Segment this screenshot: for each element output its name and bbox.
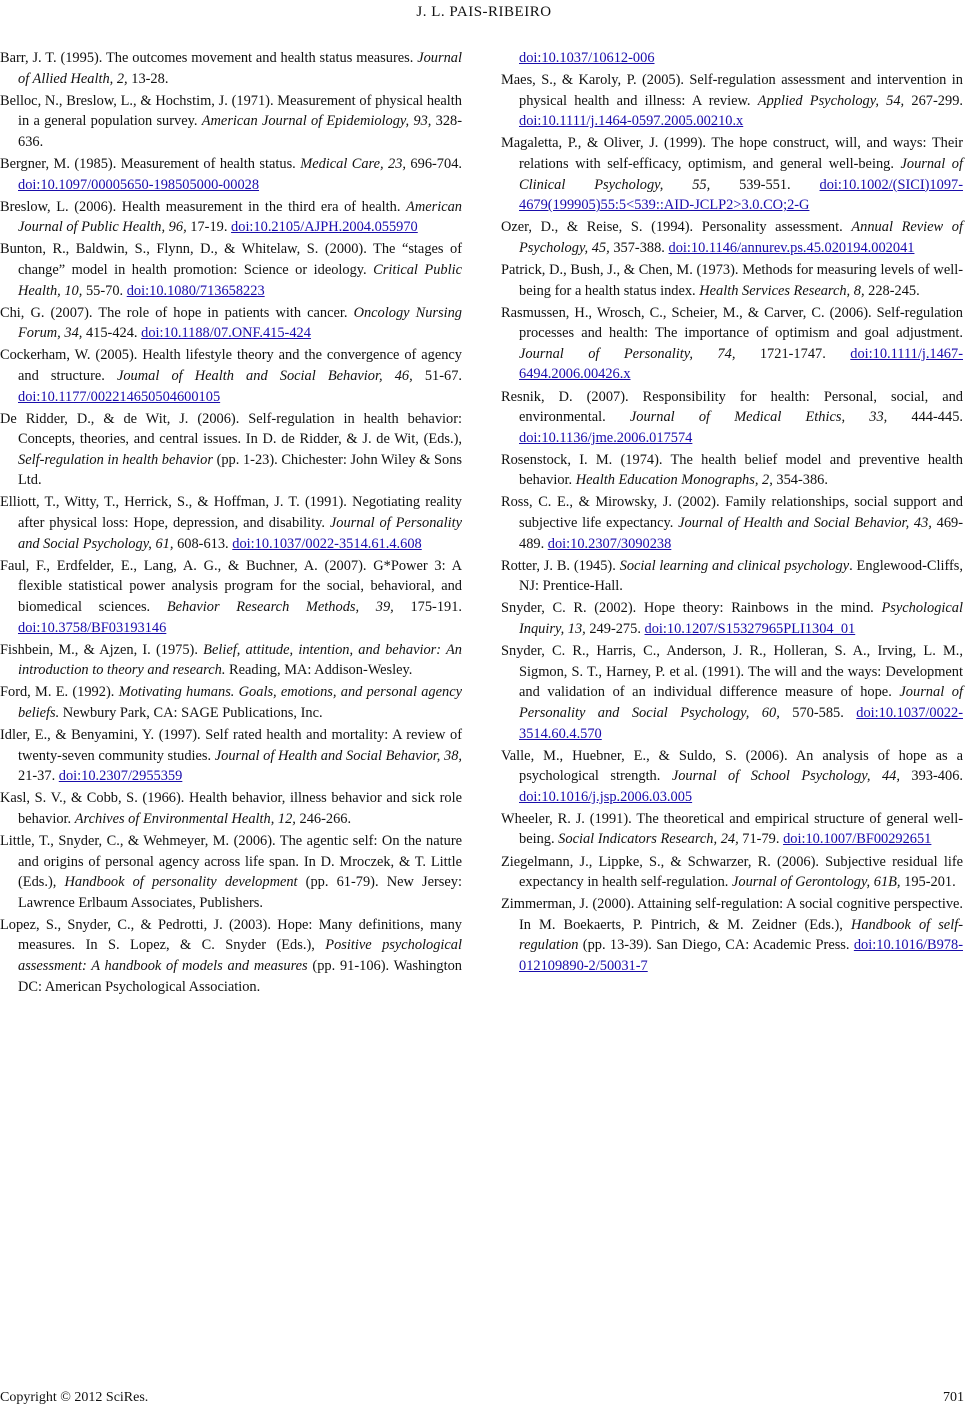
reference-pages: 570-585. [779, 704, 857, 721]
doi-link[interactable]: doi:10.1016/B978-012109890-2/50031-7 [519, 937, 963, 975]
reference-pages: 195-201. [900, 874, 956, 891]
reference-pages: 55-70. [82, 282, 127, 299]
reference-entry [0, 725, 462, 787]
reference-authors-title: Ozer, D., & Reise, S. (1994). Personality assessment. [501, 219, 852, 236]
reference-source: Health Services Research, 8, [699, 282, 865, 299]
reference-pages: 696-704. [406, 155, 462, 172]
reference-authors-title: Bergner, M. (1985). Measurement of health status. [0, 155, 301, 172]
reference-authors-title: Little, T., Snyder, C., & Wehmeyer, M. (2006). The agentic self: On the nature and origins of personal agency across life span. In D. Mroczek, & T. Little (Eds.), [0, 832, 462, 891]
reference-pages: 17-19. [186, 219, 232, 236]
reference-entry [501, 894, 963, 976]
reference-source: Social Indicators Research, 24, [558, 831, 739, 848]
reference-pages: (pp. 61-79). New Jersey: Lawrence Erlbaum Associates, Publishers. [18, 874, 462, 911]
reference-entry [501, 303, 963, 385]
reference-pages: 21-37. [18, 768, 59, 785]
reference-entry [0, 640, 462, 681]
reference-entry [0, 788, 462, 829]
reference-authors-title: Faul, F., Erdfelder, E., Lang, A. G., & Buchner, A. (2007). G*Power 3: A flexible statistical power analysis program for the social, behavioral, and biomedical sciences. [0, 557, 462, 615]
reference-pages: 354-386. [772, 472, 828, 489]
doi-link[interactable]: doi:10.1146/annurev.ps.45.020194.002041 [668, 239, 915, 256]
reference-pages: 1721-1747. [735, 345, 851, 362]
running-head: J. L. PAIS-RIBEIRO [416, 4, 552, 20]
copyright-notice: Copyright © 2012 SciRes. [0, 1390, 149, 1405]
doi-link[interactable]: doi:10.1007/BF00292651 [783, 831, 932, 848]
reference-entry [0, 556, 462, 638]
reference-source: Annual Review of Psychology, 45, [519, 219, 963, 256]
reference-authors-title: Rotter, J. B. (1945). [501, 557, 620, 574]
reference-entry [501, 598, 963, 639]
reference-entry [501, 746, 963, 808]
doi-link[interactable]: doi:10.1097/00005650-198505000-00028 [18, 176, 260, 193]
reference-pages: 249-275. [585, 621, 645, 638]
reference-entry [501, 387, 963, 449]
reference-source: Medical Care, 23, [300, 155, 407, 172]
doi-link[interactable]: doi:10.1111/j.1464-0597.2005.00210.x [519, 113, 744, 130]
reference-pages: . Englewood-Cliffs, NJ: Prentice-Hall. [519, 557, 963, 595]
reference-pages: 228-245. [864, 282, 920, 299]
reference-authors-title: Snyder, C. R. (2002). Hope theory: Rainbows in the mind. [501, 600, 882, 617]
reference-pages: 469-489. [519, 515, 963, 552]
reference-pages: 415-424. [82, 325, 142, 342]
reference-entry [501, 450, 963, 491]
reference-pages: 608-613. [173, 535, 233, 552]
reference-pages: Newbury Park, CA: SAGE Publications, Inc. [59, 704, 323, 721]
reference-source: Journal of Medical Ethics, 33, [629, 409, 888, 426]
reference-authors-title: Kasl, S. V., & Cobb, S. (1966). Health behavior, illness behavior and sick role behavior. [0, 790, 462, 827]
doi-link[interactable]: doi:10.1188/07.ONF.415-424 [141, 325, 311, 342]
doi-link[interactable]: doi:10.2105/AJPH.2004.055970 [231, 219, 418, 236]
reference-source: Joumal of Health and Social Behavior, 46, [116, 367, 413, 384]
reference-source: Health Education Monographs, 2, [575, 472, 773, 489]
reference-authors-title: Fishbein, M., & Ajzen, I. (1975). [0, 641, 204, 658]
reference-pages: 51-67. [412, 367, 462, 384]
doi-link[interactable]: doi:10.3758/BF03193146 [18, 619, 167, 636]
reference-column-right [501, 48, 963, 978]
reference-authors-title: Maes, S., & Karoly, P. (2005). Self-regulation assessment and intervention in physical health and illness: A review. [501, 72, 963, 109]
reference-entry [501, 641, 963, 744]
reference-authors-title: Ross, C. E., & Mirowsky, J. (2002). Family relationships, social support and subjective life expectancy. [501, 494, 963, 532]
reference-authors-title: Bunton, R., Baldwin, S., Flynn, D., & Whitelaw, S. (2000). The “stages of change” model in health promotion: Science or ideology. [0, 241, 462, 278]
reference-source: American Journal of Epidemiology, 93, [201, 113, 432, 130]
reference-entry [0, 154, 462, 195]
reference-pages: Reading, MA: Addison-Wesley. [225, 662, 413, 679]
reference-entry [501, 133, 963, 215]
reference-entry [0, 239, 462, 301]
reference-pages: 13-28. [127, 70, 169, 87]
reference-source: Handbook of personality development [64, 874, 298, 891]
reference-pages: 328-636. [18, 113, 462, 150]
reference-source: Journal of Gerontology, 61B, [731, 874, 901, 891]
reference-source: Journal of Health and Social Behavior, 38, [214, 747, 462, 764]
reference-entry [501, 70, 963, 132]
doi-link[interactable]: doi:10.1016/j.jsp.2006.03.005 [519, 788, 693, 805]
reference-authors-title: Cockerham, W. (2005). Health lifestyle theory and the convergence of agency and structure. [0, 347, 462, 384]
reference-pages: (pp. 13-39). San Diego, CA: Academic Press. [578, 937, 854, 954]
reference-authors-title: Snyder, C. R., Harris, C., Anderson, J. R., Holleran, S. A., Irving, L. M., Sigmon, S. T., Harney, P. et al. (1991). The will and the ways: Development and validation of an individual difference measure of hope. [501, 643, 963, 701]
reference-entry [501, 48, 963, 69]
reference-authors-title: Chi, G. (2007). The role of hope in patients with cancer. [0, 304, 354, 321]
reference-entry [0, 303, 462, 344]
reference-source: Journal of Health and Social Behavior, 43, [678, 515, 932, 532]
reference-source: Self-regulation in health behavior [18, 451, 213, 468]
doi-link[interactable]: doi:10.1080/713658223 [126, 282, 265, 299]
reference-pages: 71-79. [738, 831, 784, 848]
reference-source: Behavior Research Methods, 39, [166, 598, 394, 615]
reference-entry [0, 91, 462, 153]
doi-link[interactable]: doi:10.1037/0022-3514.60.4.570 [519, 704, 963, 742]
reference-authors-title: Belloc, N., Breslow, L., & Hochstim, J. (1971). Measurement of physical health in a general population survey. [0, 92, 462, 130]
reference-authors-title: Rosenstock, I. M. (1974). The health belief model and preventive health behavior. [501, 451, 963, 489]
reference-entry [0, 48, 462, 89]
reference-source: Motivating humans. Goals, emotions, and personal agency beliefs. [18, 684, 462, 721]
reference-authors-title: Ziegelmann, J., Lippke, S., & Schwarzer, R. (2006). Subjective residual life expectancy in health self-regulation. [501, 853, 963, 891]
reference-pages: 444-445. [887, 409, 963, 426]
reference-source: Social learning and clinical psychology [619, 557, 850, 574]
reference-source: Oncology Nursing Forum, 34, [18, 304, 462, 342]
reference-entry [501, 492, 963, 554]
reference-column-left [0, 48, 462, 999]
reference-source: Journal of Allied Health, 2, [18, 50, 462, 87]
page-number: 701 [943, 1390, 964, 1405]
reference-pages: 246-266. [295, 810, 352, 827]
reference-pages: 357-388. [609, 239, 669, 256]
reference-authors-title: Valle, M., Huebner, E., & Suldo, S. (2006). An analysis of hope as a psychological strength. [501, 747, 963, 785]
reference-authors-title: Patrick, D., Bush, J., & Chen, M. (1973). Methods for measuring levels of well-being for a health status index. [501, 261, 963, 299]
doi-link[interactable]: doi:10.1037/10612-006 [519, 50, 655, 66]
reference-entry [501, 260, 963, 301]
reference-entry [501, 852, 963, 893]
reference-source: Journal of School Psychology, 44, [671, 768, 900, 785]
doi-link[interactable]: doi:10.1037/0022-3514.61.4.608 [232, 535, 422, 552]
reference-source: Psychological Inquiry, 13, [519, 600, 963, 638]
reference-pages: 267-299. [904, 92, 963, 109]
reference-authors-title: Lopez, S., Snyder, C., & Pedrotti, J. (2003). Hope: Many definitions, many measures. In S. Lopez, & C. Snyder (Eds.), [0, 916, 462, 954]
reference-entry [0, 197, 462, 238]
reference-source: Journal of Clinical Psychology, 55, [519, 155, 963, 193]
reference-entry [501, 556, 963, 597]
reference-authors-title: Wheeler, R. J. (1991). The theoretical and empirical structure of general well-being. [501, 810, 963, 848]
reference-authors-title: Rasmussen, H., Wrosch, C., Scheier, M., & Carver, C. (2006). Self-regulation processes and health: The importance of optimism and goal adjustment. [501, 304, 963, 342]
doi-link[interactable]: doi:10.1177/002214650504600105 [18, 388, 221, 405]
reference-entry [0, 682, 462, 723]
doi-link[interactable]: doi:10.1002/(SICI)1097-4679(199905)55:5<539::AID-JCLP2>3.0.CO;2-G [519, 176, 963, 214]
reference-authors-title: Zimmerman, J. (2000). Attaining self-regulation: A social cognitive perspective. In M. Boekaerts, P. Pintrich, & M. Zeidner (Eds.), [501, 896, 963, 933]
reference-source: Journal of Personality and Social Psychology, 60, [519, 684, 964, 721]
reference-source: Journal of Personality, 74, [519, 345, 736, 362]
doi-link[interactable]: doi:10.1136/jme.2006.017574 [519, 429, 693, 446]
reference-authors-title: Ford, M. E. (1992). [0, 684, 119, 701]
reference-source: Belief, attitude, intention, and behavior: An introduction to theory and research. [18, 641, 462, 679]
reference-source: American Journal of Public Health, 96, [18, 198, 462, 236]
reference-entry [0, 409, 462, 491]
reference-pages: 539-551. [710, 176, 820, 193]
reference-authors-title: Elliott, T., Witty, T., Herrick, S., & Hoffman, J. T. (1991). Negotiating reality after physical loss: Hope, depression, and disability. [0, 494, 462, 532]
reference-authors-title: Barr, J. T. (1995). The outcomes movement and health status measures. [0, 50, 418, 66]
doi-link[interactable]: doi:10.2307/2955359 [58, 768, 183, 785]
reference-source: Journal of Personality and Social Psychology, 61, [18, 515, 462, 552]
reference-pages: 175-191. [393, 598, 463, 615]
reference-source: Handbook of self-regulation [519, 916, 963, 954]
reference-pages: 393-406. [899, 768, 963, 785]
doi-link[interactable]: doi:10.2307/3090238 [547, 535, 672, 552]
reference-entry [0, 831, 462, 913]
reference-source: Positive psychological assessment: A handbook of models and measures [18, 937, 462, 975]
reference-pages: (pp. 91-106). Washington DC: American Psychological Association. [18, 958, 462, 995]
reference-entry [0, 345, 462, 407]
reference-source: Applied Psychology, 54, [757, 92, 905, 109]
reference-authors-title: Resnik, D. (2007). Responsibility for health: Personal, social, and environmental. [501, 388, 963, 426]
reference-authors-title: De Ridder, D., & de Wit, J. (2006). Self-regulation in health behavior: Concepts, theories, and central issues. In D. de Ridder, & J. de Wit, (Eds.), [0, 410, 462, 448]
reference-entry [501, 809, 963, 850]
doi-link[interactable]: doi:10.1111/j.1467-6494.2006.00426.x [519, 345, 963, 383]
doi-link[interactable]: doi:10.1207/S15327965PLI1304_01 [644, 621, 856, 638]
reference-source: Critical Public Health, 10, [18, 261, 462, 299]
reference-authors-title: Idler, E., & Benyamini, Y. (1997). Self rated health and mortality: A review of twenty-seven community studies. [0, 727, 462, 764]
reference-entry [0, 915, 462, 997]
reference-authors-title: Breslow, L. (2006). Health measurement in the third era of health. [0, 198, 407, 215]
reference-authors-title: Magaletta, P., & Oliver, J. (1999). The hope construct, will, and ways: Their relations with self-efficacy, optimism, and general well-being. [501, 135, 963, 172]
reference-entry [501, 217, 963, 258]
reference-source: Archives of Environmental Health, 12, [74, 810, 296, 827]
reference-pages: (pp. 1-23). Chichester: John Wiley & Sons Ltd. [18, 451, 463, 489]
reference-entry [0, 492, 462, 554]
